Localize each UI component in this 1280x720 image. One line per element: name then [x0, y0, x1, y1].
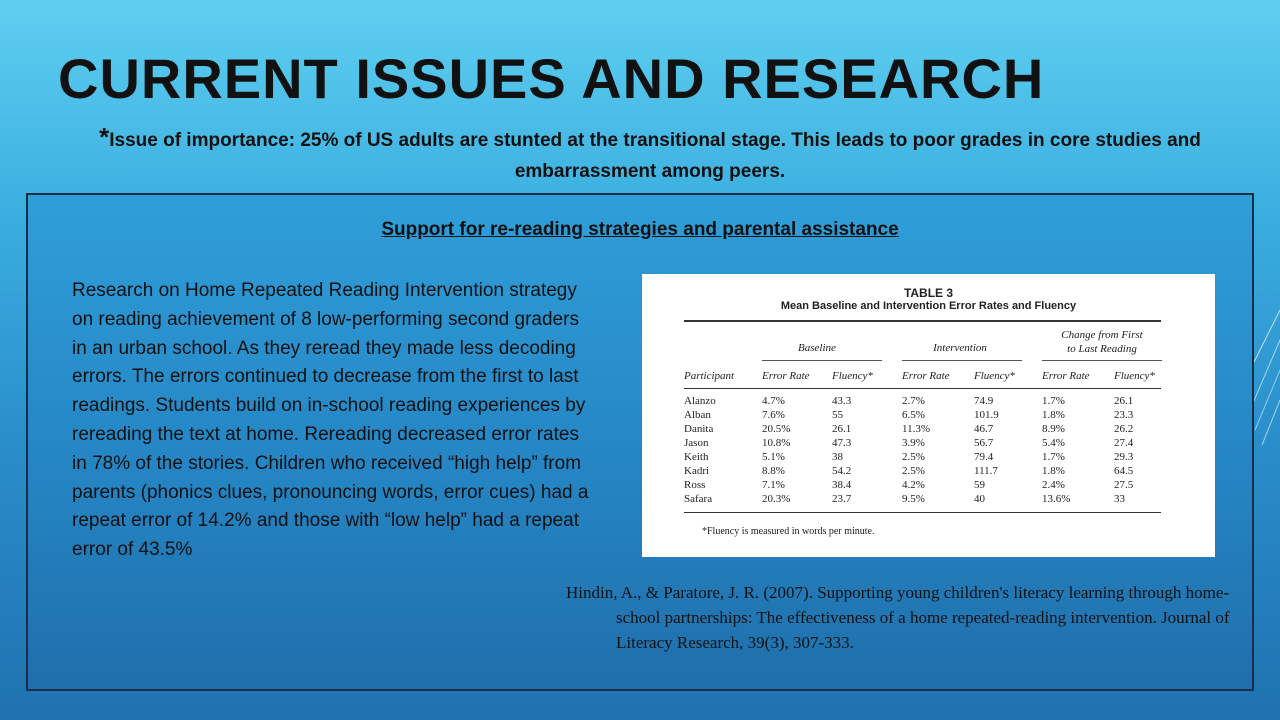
cell-change-error: 1.8%	[1042, 465, 1065, 477]
cell-change-error: 13.6%	[1042, 493, 1071, 505]
header-participant: Participant	[684, 370, 735, 382]
issue-text: Issue of importance: 25% of US adults are stunted at the transitional stage. This leads to poor grades in core studies and embarrassment among peers.	[109, 130, 1201, 182]
slide-title: CURRENT ISSUES AND RESEARCH	[58, 47, 1045, 110]
table-row	[684, 409, 1161, 423]
table-caption: Mean Baseline and Intervention Error Rates and Fluency	[780, 300, 1077, 312]
header-baseline-error: Error Rate	[762, 370, 810, 382]
cell-intervention-error: 2.7%	[902, 395, 925, 407]
cell-baseline-fluency: 38	[832, 451, 843, 463]
cell-baseline-error: 7.6%	[762, 409, 785, 421]
header-intervention-error: Error Rate	[902, 370, 950, 382]
research-panel	[26, 193, 1254, 691]
cell-baseline-fluency: 55	[832, 409, 843, 421]
cell-participant: Kadri	[684, 465, 710, 477]
cell-baseline-fluency: 38.4	[832, 479, 852, 491]
cell-intervention-fluency: 56.7	[974, 437, 994, 449]
cell-baseline-error: 7.1%	[762, 479, 785, 491]
cell-change-fluency: 23.3	[1114, 409, 1134, 421]
cell-intervention-error: 2.5%	[902, 451, 925, 463]
cell-baseline-fluency: 26.1	[832, 423, 852, 435]
table-bottom-rule	[684, 512, 1161, 513]
cell-participant: Ross	[684, 479, 706, 491]
cell-change-fluency: 26.2	[1114, 423, 1134, 435]
cell-participant: Danita	[684, 423, 714, 435]
cell-baseline-error: 4.7%	[762, 395, 785, 407]
cell-change-fluency: 27.5	[1114, 479, 1134, 491]
group-baseline: Baseline	[798, 342, 836, 354]
table-row	[684, 451, 1161, 465]
header-change-error: Error Rate	[1042, 370, 1090, 382]
table-row	[684, 465, 1161, 479]
cell-intervention-fluency: 59	[974, 479, 985, 491]
header-baseline-fluency: Fluency*	[832, 370, 873, 382]
cell-baseline-error: 20.5%	[762, 423, 791, 435]
cell-baseline-error: 5.1%	[762, 451, 785, 463]
cell-intervention-fluency: 74.9	[974, 395, 994, 407]
cell-change-error: 2.4%	[1042, 479, 1065, 491]
cell-change-error: 8.9%	[1042, 423, 1065, 435]
table-top-rule	[684, 320, 1161, 322]
cell-participant: Alanzo	[684, 395, 716, 407]
research-summary: Research on Home Repeated Reading Intervention strategy on reading achievement of 8 low-performing second graders in an urban school. As they reread they made less decoding errors. The errors continued to decrease from the first to last readings. Students build on in-school reading experiences by rereading the text at home. Rereading decreased error rates in 78% of the stories. Children who received “high help” from parents (phonics clues, pronouncing words, error cues) had a repeat error of 14.2% and those with “low help” had a repeat error of 43.5%	[72, 280, 589, 561]
cell-intervention-error: 11.3%	[902, 423, 931, 435]
header-intervention-fluency: Fluency*	[974, 370, 1015, 382]
cell-baseline-fluency: 23.7	[832, 493, 852, 505]
cell-baseline-error: 20.3%	[762, 493, 791, 505]
group-intervention: Intervention	[933, 342, 987, 354]
cell-intervention-fluency: 79.4	[974, 451, 994, 463]
header-change-fluency: Fluency*	[1114, 370, 1155, 382]
table-row	[684, 493, 1161, 507]
table-row	[684, 423, 1161, 437]
cell-intervention-error: 9.5%	[902, 493, 925, 505]
table-footnote: *Fluency is measured in words per minute.	[702, 526, 875, 537]
table-number: TABLE 3	[903, 286, 954, 300]
cell-baseline-error: 8.8%	[762, 465, 785, 477]
cell-intervention-error: 4.2%	[902, 479, 925, 491]
cell-baseline-fluency: 43.3	[832, 395, 852, 407]
cell-baseline-fluency: 47.3	[832, 437, 852, 449]
table-row	[684, 395, 1161, 409]
change-rule	[1042, 360, 1162, 361]
cell-change-error: 5.4%	[1042, 437, 1065, 449]
cell-baseline-error: 10.8%	[762, 437, 791, 449]
cell-baseline-fluency: 54.2	[832, 465, 852, 477]
baseline-rule	[762, 360, 882, 361]
cell-intervention-error: 2.5%	[902, 465, 925, 477]
table-row	[684, 437, 1161, 451]
cell-intervention-fluency: 111.7	[974, 465, 998, 477]
table-figure	[642, 274, 1215, 557]
cell-change-fluency: 26.1	[1114, 395, 1134, 407]
cell-participant: Jason	[684, 437, 709, 449]
cell-change-fluency: 33	[1114, 493, 1125, 505]
citation: Hindin, A., & Paratore, J. R. (2007). Supporting young children's literacy learning through home-school partnerships: The effectiveness of a home repeated-reading intervention. Journal of Literacy Research, 39(3), 307-333.	[566, 583, 1230, 652]
table-header-row	[684, 370, 1161, 384]
cell-intervention-fluency: 101.9	[974, 409, 999, 421]
cell-change-fluency: 29.3	[1114, 451, 1134, 463]
cell-change-error: 1.8%	[1042, 409, 1065, 421]
cell-participant: Alban	[684, 409, 711, 421]
issue-asterisk: *	[99, 122, 110, 152]
table-row	[684, 479, 1161, 493]
cell-participant: Safara	[684, 493, 713, 505]
intervention-rule	[902, 360, 1022, 361]
cell-change-error: 1.7%	[1042, 451, 1065, 463]
cell-change-error: 1.7%	[1042, 395, 1065, 407]
panel-subtitle: Support for re-reading strategies and parental assistance	[381, 219, 899, 240]
cell-intervention-error: 3.9%	[902, 437, 925, 449]
cell-intervention-fluency: 40	[974, 493, 985, 505]
cell-change-fluency: 64.5	[1114, 465, 1134, 477]
group-change-line2: to Last Reading	[1067, 343, 1137, 355]
group-change-line1: Change from First	[1061, 329, 1143, 341]
cell-intervention-error: 6.5%	[902, 409, 925, 421]
table-header-rule	[684, 388, 1161, 389]
cell-intervention-fluency: 46.7	[974, 423, 994, 435]
cell-participant: Keith	[684, 451, 709, 463]
issue-statement	[70, 122, 1230, 187]
cell-change-fluency: 27.4	[1114, 437, 1134, 449]
